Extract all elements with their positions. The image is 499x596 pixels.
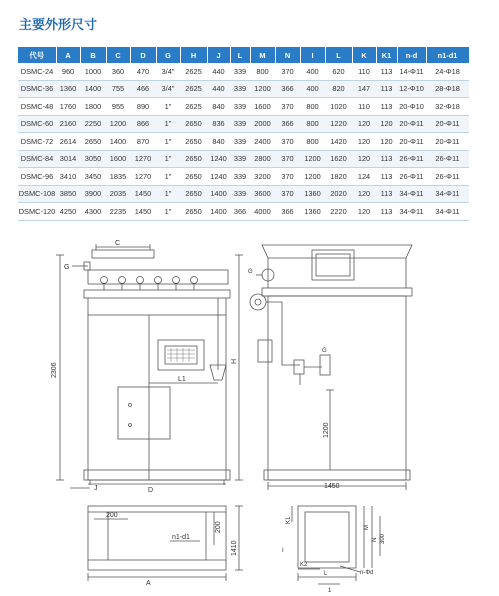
plan2-1-label: 1 [328,588,332,594]
table-cell: 339 [230,185,250,203]
table-cell: 20-Φ11 [397,115,426,133]
table-cell: 1" [156,185,180,203]
table-cell: 370 [275,185,300,203]
model-cell: DSMC-120 [18,203,56,221]
table-cell: 840 [207,133,230,151]
table-cell: 26-Φ11 [426,150,469,168]
table-cell: 400 [300,63,325,80]
column-header: A [56,47,80,63]
column-header: G [156,47,180,63]
table-cell: 2650 [180,133,207,151]
table-cell: 12-Φ10 [397,80,426,98]
table-cell: 800 [300,133,325,151]
table-cell: 4000 [250,203,275,221]
table-cell: 3/4" [156,63,180,80]
table-cell: 339 [230,63,250,80]
front-h-label: H [231,358,238,364]
table-cell: 1360 [56,80,80,98]
table-cell: 2035 [106,185,130,203]
table-cell: 366 [275,115,300,133]
table-cell: 1240 [207,150,230,168]
table-cell: 440 [207,80,230,98]
plan-view-outlet [88,506,243,587]
table-cell: 370 [275,150,300,168]
table-cell: 1760 [56,98,80,116]
model-cell: DSMC-108 [18,185,56,203]
table-cell: 1620 [325,150,352,168]
model-cell: DSMC-84 [18,150,56,168]
pulse-valves [101,277,198,291]
table-cell: 34-Φ11 [397,203,426,221]
column-header: L [230,47,250,63]
table-cell: 1" [156,98,180,116]
table-cell: 147 [352,80,376,98]
table-cell: 370 [275,168,300,186]
model-cell: DSMC-36 [18,80,56,98]
table-cell: 113 [376,98,397,116]
model-cell: DSMC-24 [18,63,56,80]
front-d-label: D [148,487,154,494]
model-cell: DSMC-96 [18,168,56,186]
table-cell: 1200 [300,150,325,168]
table-cell: 120 [352,133,376,151]
column-header: I [300,47,325,63]
table-cell: 1240 [207,168,230,186]
table-cell: 339 [230,98,250,116]
table-cell: 113 [376,80,397,98]
table-cell: 366 [275,203,300,221]
table-cell: 370 [275,63,300,80]
table-cell: 800 [300,115,325,133]
table-cell: 113 [376,63,397,80]
table-cell: 26-Φ11 [397,150,426,168]
plan-view-inlet [282,506,386,594]
table-cell: 2650 [180,168,207,186]
table-cell: 1400 [106,133,130,151]
table-cell: 110 [352,63,376,80]
table-cell: 1400 [80,80,106,98]
table-cell: 866 [130,115,156,133]
table-cell: 836 [207,115,230,133]
table-cell: 2000 [250,115,275,133]
model-cell: DSMC-72 [18,133,56,151]
table-cell: 2220 [325,203,352,221]
table-cell: 26-Φ11 [426,168,469,186]
plan2-i-label: I [282,548,284,554]
table-cell: 1" [156,168,180,186]
table-cell: 20-Φ10 [397,98,426,116]
front-g-label: G [64,264,70,271]
table-cell: 2650 [180,115,207,133]
table-cell: 1000 [80,63,106,80]
plan2-nd-label: n-Φd [360,570,374,576]
column-header: B [80,47,106,63]
table-cell: 360 [106,63,130,80]
table-cell: 339 [230,80,250,98]
plan1-n1d1-label: n1-d1 [172,534,190,541]
column-header: C [106,47,130,63]
table-cell: 2614 [56,133,80,151]
table-cell: 1270 [130,150,156,168]
table-cell: 400 [300,80,325,98]
table-cell: 120 [352,203,376,221]
table-cell: 366 [230,203,250,221]
table-cell: 24-Φ18 [426,63,469,80]
table-cell: 3850 [56,185,80,203]
table-cell: 113 [376,168,397,186]
table-cell: 1450 [130,203,156,221]
column-header: K [352,47,376,63]
front-c-label: C [115,240,121,247]
table-cell: 1" [156,203,180,221]
plan2-k2-label: K2 [300,562,308,568]
table-cell: 2020 [325,185,352,203]
table-cell: 370 [275,98,300,116]
table-cell: 2235 [106,203,130,221]
front-view [51,240,243,494]
table-cell: 1800 [80,98,106,116]
table-cell: 3014 [56,150,80,168]
column-header: L [325,47,352,63]
table-cell: 1600 [250,98,275,116]
table-cell: 3900 [80,185,106,203]
column-header: n1-d1 [426,47,469,63]
table-cell: 466 [130,80,156,98]
model-cell: DSMC-48 [18,98,56,116]
table-cell: 1" [156,115,180,133]
table-cell: 1200 [250,80,275,98]
column-header: D [130,47,156,63]
table-cell: 2650 [80,133,106,151]
page-title: 主要外形尺寸 [19,18,98,33]
table-cell: 2650 [180,185,207,203]
table-cell: 34-Φ11 [426,185,469,203]
column-header: M [250,47,275,63]
column-header: H [180,47,207,63]
table-cell: 113 [376,185,397,203]
table-cell: 3450 [80,168,106,186]
table-cell: 1" [156,150,180,168]
table-cell: 955 [106,98,130,116]
table-cell: 3050 [80,150,106,168]
side-view [248,245,412,490]
table-cell: 120 [352,115,376,133]
table-cell: 26-Φ11 [397,168,426,186]
table-cell: 2650 [180,203,207,221]
table-cell: 110 [352,98,376,116]
table-cell: 4300 [80,203,106,221]
table-cell: 1220 [325,115,352,133]
table-cell: 960 [56,63,80,80]
table-cell: 755 [106,80,130,98]
plan2-l-label: L [324,571,328,577]
table-cell: 620 [325,63,352,80]
table-cell: 32-Φ18 [426,98,469,116]
table-cell: 4250 [56,203,80,221]
table-cell: 1360 [300,203,325,221]
table-cell: 1200 [106,115,130,133]
plan1-1410-label: 1410 [231,540,238,556]
table-cell: 2650 [180,150,207,168]
front-height-label: 2306 [51,362,58,378]
table-cell: 1420 [325,133,352,151]
table-cell: 20-Φ11 [426,115,469,133]
table-cell: 120 [376,133,397,151]
table-cell: 339 [230,150,250,168]
table-cell: 339 [230,168,250,186]
table-cell: 1835 [106,168,130,186]
table-cell: 2250 [80,115,106,133]
table-cell: 2400 [250,133,275,151]
front-l1-label: L1 [178,376,186,383]
side-g-label: G [322,348,327,354]
table-cell: 120 [376,115,397,133]
table-cell: 366 [275,80,300,98]
side-1200-label: 1200 [323,422,330,438]
table-cell: 120 [352,150,376,168]
table-cell: 1200 [300,168,325,186]
table-cell: 890 [130,98,156,116]
table-cell: 2625 [180,63,207,80]
table-cell: 1600 [106,150,130,168]
table-cell: 1360 [300,185,325,203]
column-header: 代号 [18,47,56,63]
table-cell: 1450 [130,185,156,203]
table-cell: 3410 [56,168,80,186]
table-cell: 120 [352,185,376,203]
column-header: K1 [376,47,397,63]
plan2-m-label: M [364,525,370,530]
plan1-a-label: A [146,580,151,587]
table-cell: 820 [325,80,352,98]
table-cell: 800 [250,63,275,80]
side-1450-label: 1450 [324,483,340,490]
table-cell: 3200 [250,168,275,186]
plan2-n-label: N [372,537,378,542]
table-cell: 113 [376,203,397,221]
table-cell: 2625 [180,80,207,98]
table-cell: 113 [376,150,397,168]
model-cell: DSMC-60 [18,115,56,133]
table-cell: 370 [275,133,300,151]
table-cell: 20-Φ11 [397,133,426,151]
table-cell: 28-Φ18 [426,80,469,98]
front-j-label: J [94,485,98,492]
table-cell: 34-Φ11 [426,203,469,221]
plan2-k1-label: K1 [286,516,292,524]
table-cell: 870 [130,133,156,151]
column-header: N [275,47,300,63]
table-cell: 124 [352,168,376,186]
table-cell: 1400 [207,185,230,203]
table-cell: 1400 [207,203,230,221]
table-cell: 2160 [56,115,80,133]
table-cell: 14-Φ11 [397,63,426,80]
table-cell: 339 [230,133,250,151]
plan1-200h-label: 200 [106,512,118,519]
side-g-top-label: G [248,269,253,275]
table-cell: 440 [207,63,230,80]
table-cell: 2625 [180,98,207,116]
table-cell: 20-Φ11 [426,133,469,151]
table-cell: 1020 [325,98,352,116]
table-cell: 1" [156,133,180,151]
table-cell: 800 [300,98,325,116]
table-cell: 1270 [130,168,156,186]
table-cell: 470 [130,63,156,80]
table-cell: 2800 [250,150,275,168]
table-cell: 840 [207,98,230,116]
table-cell: 1820 [325,168,352,186]
plan2-300-label: 300 [380,533,386,544]
table-cell: 3/4" [156,80,180,98]
table-cell: 339 [230,115,250,133]
column-header: J [207,47,230,63]
plan1-200v-label: 200 [215,521,222,533]
column-header: n-d [397,47,426,63]
table-cell: 34-Φ11 [397,185,426,203]
table-cell: 3600 [250,185,275,203]
